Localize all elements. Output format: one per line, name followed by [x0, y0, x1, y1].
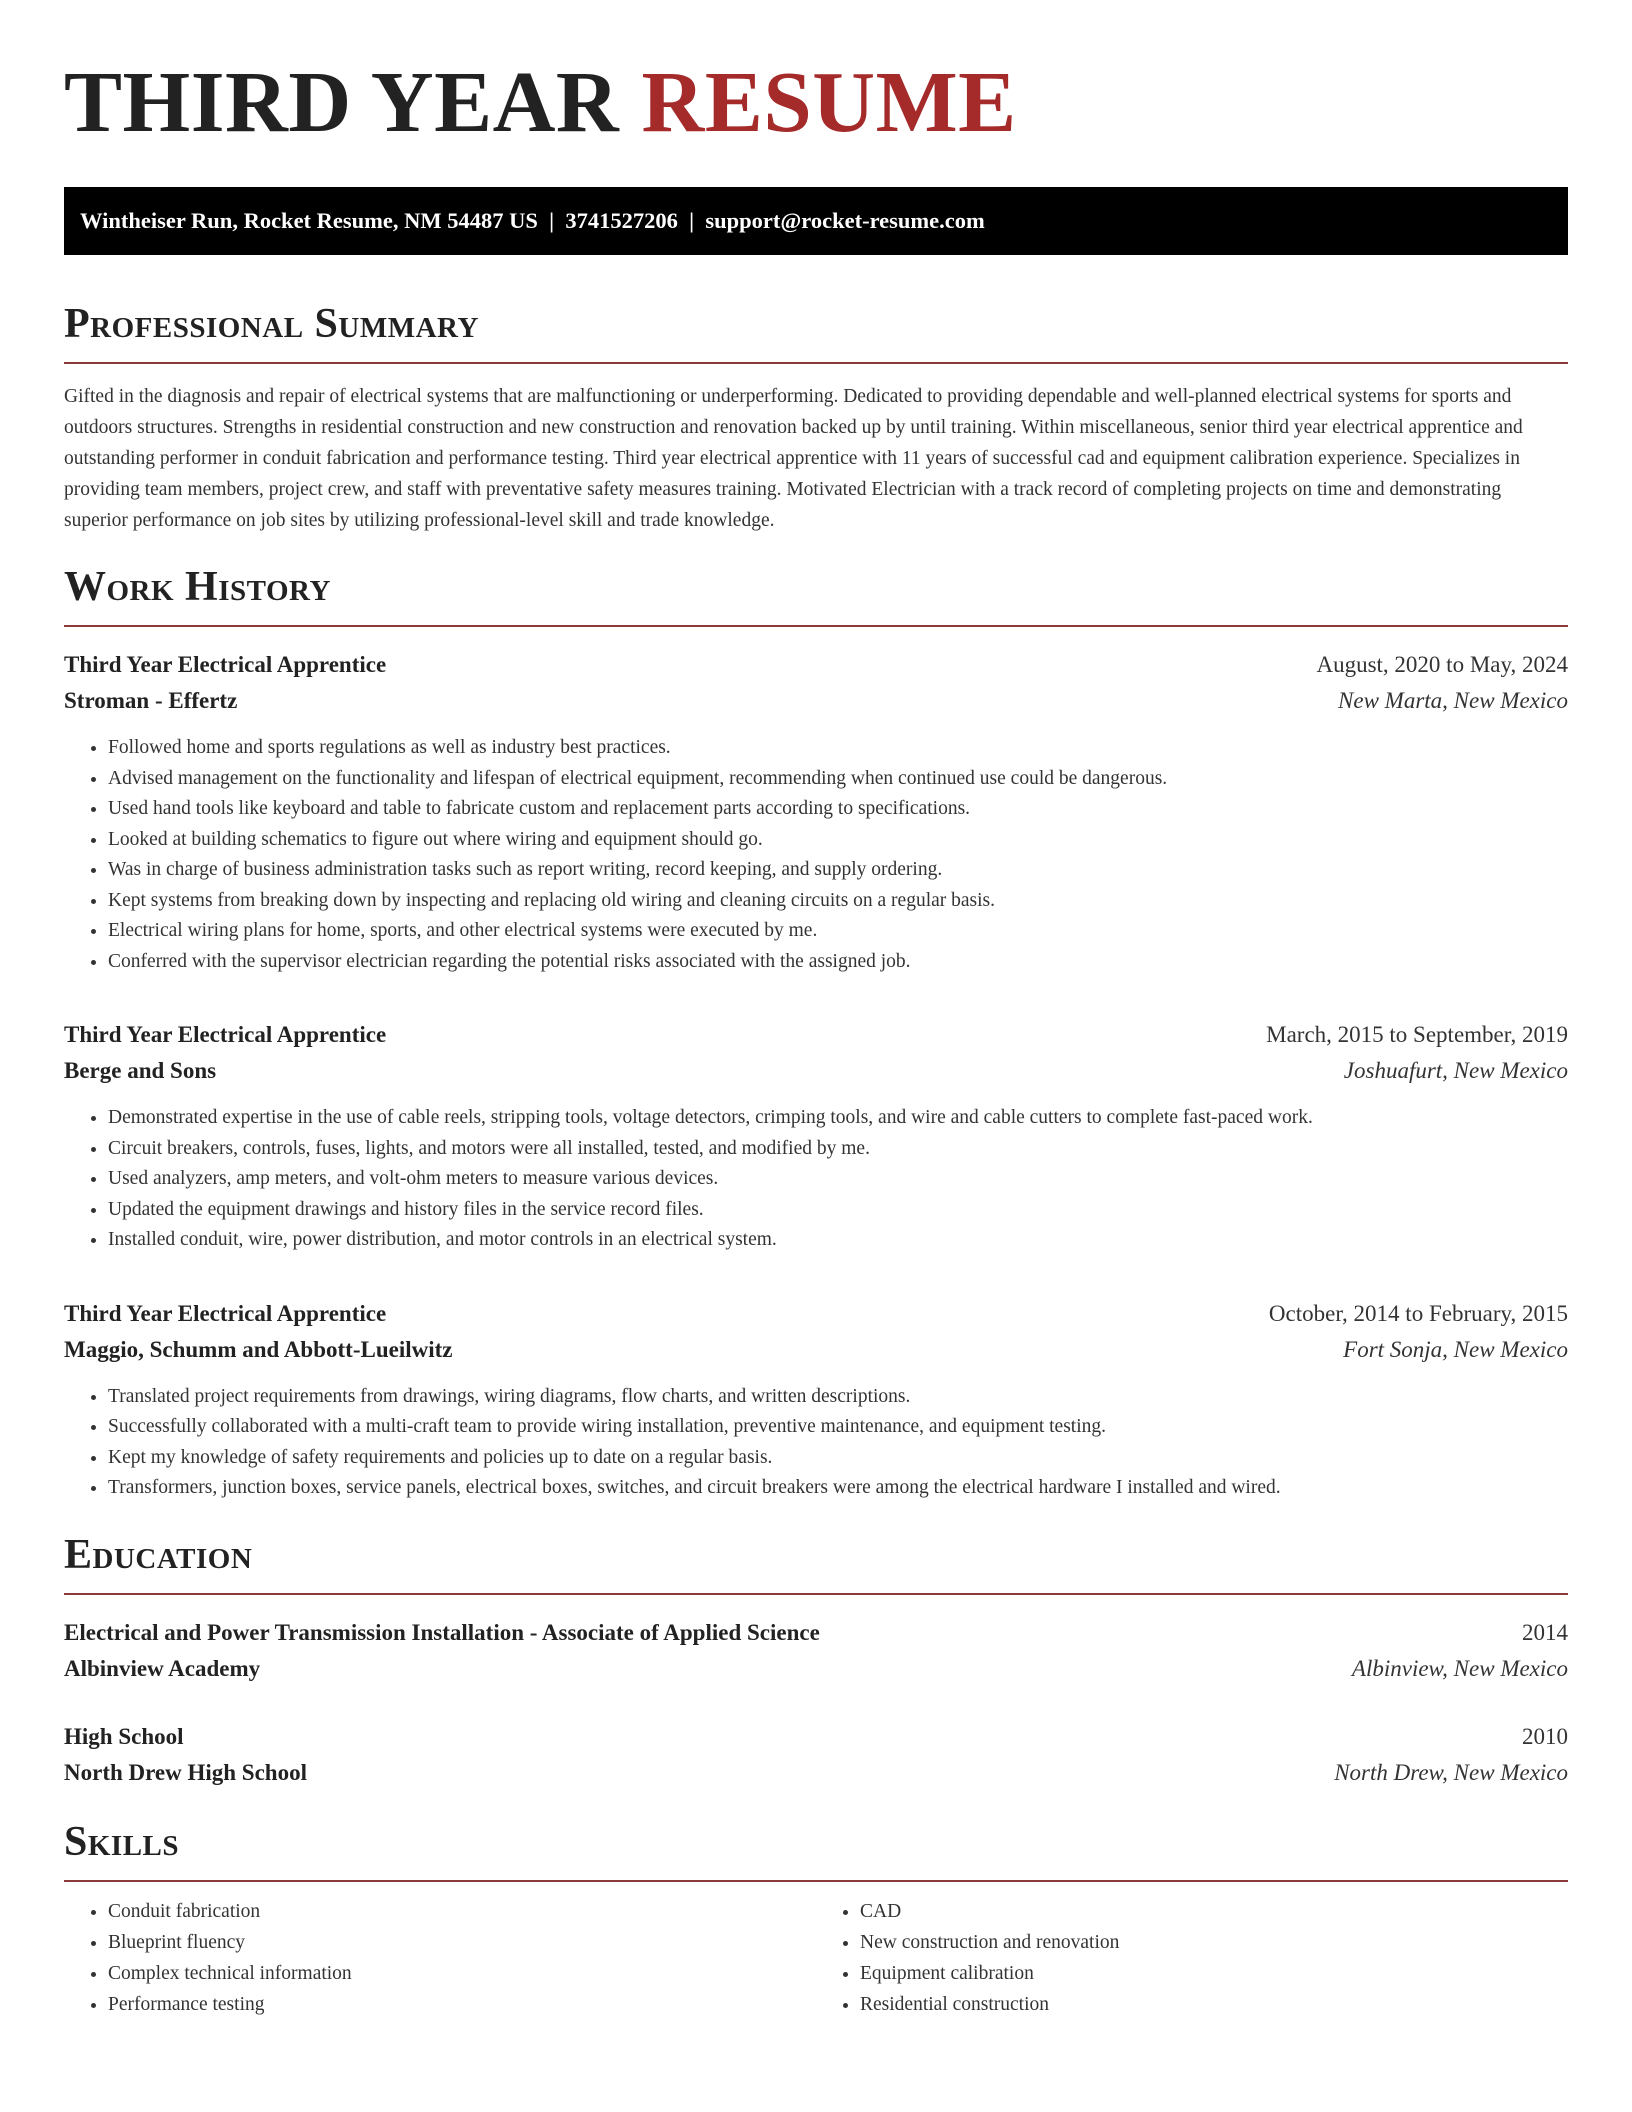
skills-heading: Skills — [64, 1821, 1568, 1882]
contact-bar: Wintheiser Run, Rocket Resume, NM 54487 US | 3741527206 | support@rocket-resume.com — [64, 187, 1568, 255]
job-location: New Marta, New Mexico — [1338, 688, 1568, 713]
job-title-row — [64, 647, 1568, 683]
job-dates: August, 2020 to May, 2024 — [1316, 652, 1568, 677]
job-duty: • Translated project requirements from drawings, wiring diagrams, flow charts, and written descriptions. — [108, 1382, 1568, 1413]
skill-item: • Conduit fabrication — [108, 1896, 816, 1927]
job-duty: • Updated the equipment drawings and history files in the service record files. — [108, 1195, 1568, 1226]
summary-text: Gifted in the diagnosis and repair of electrical systems that are malfunctioning or underperforming. Dedicated to providing dependable and well-planned electrical systems for sports and outdoors structures. Strengths in residential construction and new construction and renovation backed up by until training. Within miscellaneous, senior third year electrical apprentice and outstanding performer in conduit fabrication and performance testing. Third year electrical apprentice with 11 years of successful cad and equipment calibration experience. Specializes in providing team members, project crew, and staff with preventative safety measures training. Motivated Electrician with a track record of completing projects on time and demonstrating superior performance on job sites by utilizing professional-level skill and trade knowledge. — [64, 386, 1523, 531]
skill-item: • Complex technical information — [108, 1958, 816, 1989]
name-part-2: RESUME — [641, 53, 1017, 150]
resume-name — [64, 53, 1568, 150]
job-duty: • Conferred with the supervisor electrician regarding the potential risks associated with the assigned job. — [108, 947, 1568, 978]
job-entry — [64, 647, 1568, 977]
job-location: Fort Sonja, New Mexico — [1343, 1336, 1568, 1362]
job-duty: • Kept systems from breaking down by inspecting and replacing old wiring and cleaning circuits on a regular basis. — [108, 886, 1568, 917]
job-dates: March, 2015 to September, 2019 — [1266, 1022, 1568, 1047]
job-company: Berge and Sons — [64, 1058, 217, 1083]
job-dates: October, 2014 to February, 2015 — [1268, 1300, 1568, 1326]
skill-item: • Residential construction — [860, 1989, 1568, 2020]
education-school-row — [64, 1755, 1568, 1791]
education-school: North Drew High School — [64, 1759, 307, 1785]
job-duty: • Looked at building schematics to figure out where wiring and equipment should go. — [108, 825, 1568, 856]
job-duty: • Transformers, junction boxes, service panels, electrical boxes, switches, and circuit breakers were among the electrical hardware I installed and wired. — [108, 1473, 1568, 1504]
job-entry — [64, 1296, 1568, 1504]
skill-item: • New construction and renovation — [860, 1927, 1568, 1958]
job-duty: • Kept my knowledge of safety requirements and policies up to date on a regular basis. — [108, 1443, 1568, 1474]
job-company-row — [64, 683, 1568, 719]
skill-item: • Performance testing — [108, 1989, 816, 2020]
education-heading: Education — [64, 1534, 1568, 1595]
job-title: Third Year Electrical Apprentice — [64, 652, 387, 677]
skills-column-right — [816, 1896, 1568, 2020]
job-duty: • Electrical wiring plans for home, sports, and other electrical systems were executed by me. — [108, 916, 1568, 947]
job-duty: • Was in charge of business administration tasks such as report writing, record keeping, and supply ordering. — [108, 855, 1568, 886]
name-part-1: THIRD YEAR — [64, 53, 620, 150]
job-duty: • Followed home and sports regulations as well as industry best practices. — [108, 733, 1568, 764]
education-entry — [64, 1615, 1568, 1687]
education-degree: Electrical and Power Transmission Installation - Associate of Applied Science — [64, 1619, 820, 1645]
job-company-row — [64, 1332, 1568, 1368]
job-duty: • Used analyzers, amp meters, and volt-ohm meters to measure various devices. — [108, 1164, 1568, 1195]
education-school-row — [64, 1651, 1568, 1687]
job-company-row — [64, 1053, 1568, 1089]
job-duties — [64, 1382, 1568, 1504]
job-duty: • Demonstrated expertise in the use of cable reels, stripping tools, voltage detectors, crimping tools, and wire and cable cutters to complete fast-paced work. — [108, 1103, 1568, 1134]
job-title-row — [64, 1017, 1568, 1053]
education-location: Albinview, New Mexico — [1351, 1655, 1568, 1681]
education-degree-row — [64, 1615, 1568, 1651]
education-degree-row — [64, 1719, 1568, 1755]
job-duty: • Circuit breakers, controls, fuses, lights, and motors were all installed, tested, and modified by me. — [108, 1134, 1568, 1165]
job-duties — [64, 733, 1568, 977]
job-title: Third Year Electrical Apprentice — [64, 1300, 387, 1326]
job-entry — [64, 1017, 1568, 1256]
education-degree: High School — [64, 1723, 184, 1749]
skill-item: • Equipment calibration — [860, 1958, 1568, 1989]
job-title: Third Year Electrical Apprentice — [64, 1022, 387, 1047]
skills-list — [64, 1896, 1568, 2020]
education-location: North Drew, New Mexico — [1334, 1759, 1568, 1785]
job-company: Stroman - Effertz — [64, 688, 238, 713]
job-duty: • Installed conduit, wire, power distribution, and motor controls in an electrical system. — [108, 1225, 1568, 1256]
job-location: Joshuafurt, New Mexico — [1343, 1058, 1568, 1083]
skill-item: • CAD — [860, 1896, 1568, 1927]
skill-item: • Blueprint fluency — [108, 1927, 816, 1958]
work-history-heading: Work History — [64, 566, 1568, 627]
job-title-row — [64, 1296, 1568, 1332]
job-duties — [64, 1103, 1568, 1256]
job-duty: • Successfully collaborated with a multi-craft team to provide wiring installation, preventive maintenance, and equipment testing. — [108, 1412, 1568, 1443]
summary-heading: Professional Summary — [64, 303, 1568, 364]
skills-column-left — [64, 1896, 816, 2020]
education-school: Albinview Academy — [64, 1655, 261, 1681]
education-year: 2014 — [1522, 1619, 1568, 1645]
job-duty: • Used hand tools like keyboard and table to fabricate custom and replacement parts according to specifications. — [108, 794, 1568, 825]
job-company: Maggio, Schumm and Abbott-Lueilwitz — [64, 1336, 453, 1362]
education-entry — [64, 1719, 1568, 1791]
job-duty: • Advised management on the functionality and lifespan of electrical equipment, recommending when continued use could be dangerous. — [108, 764, 1568, 795]
education-year: 2010 — [1522, 1723, 1568, 1749]
